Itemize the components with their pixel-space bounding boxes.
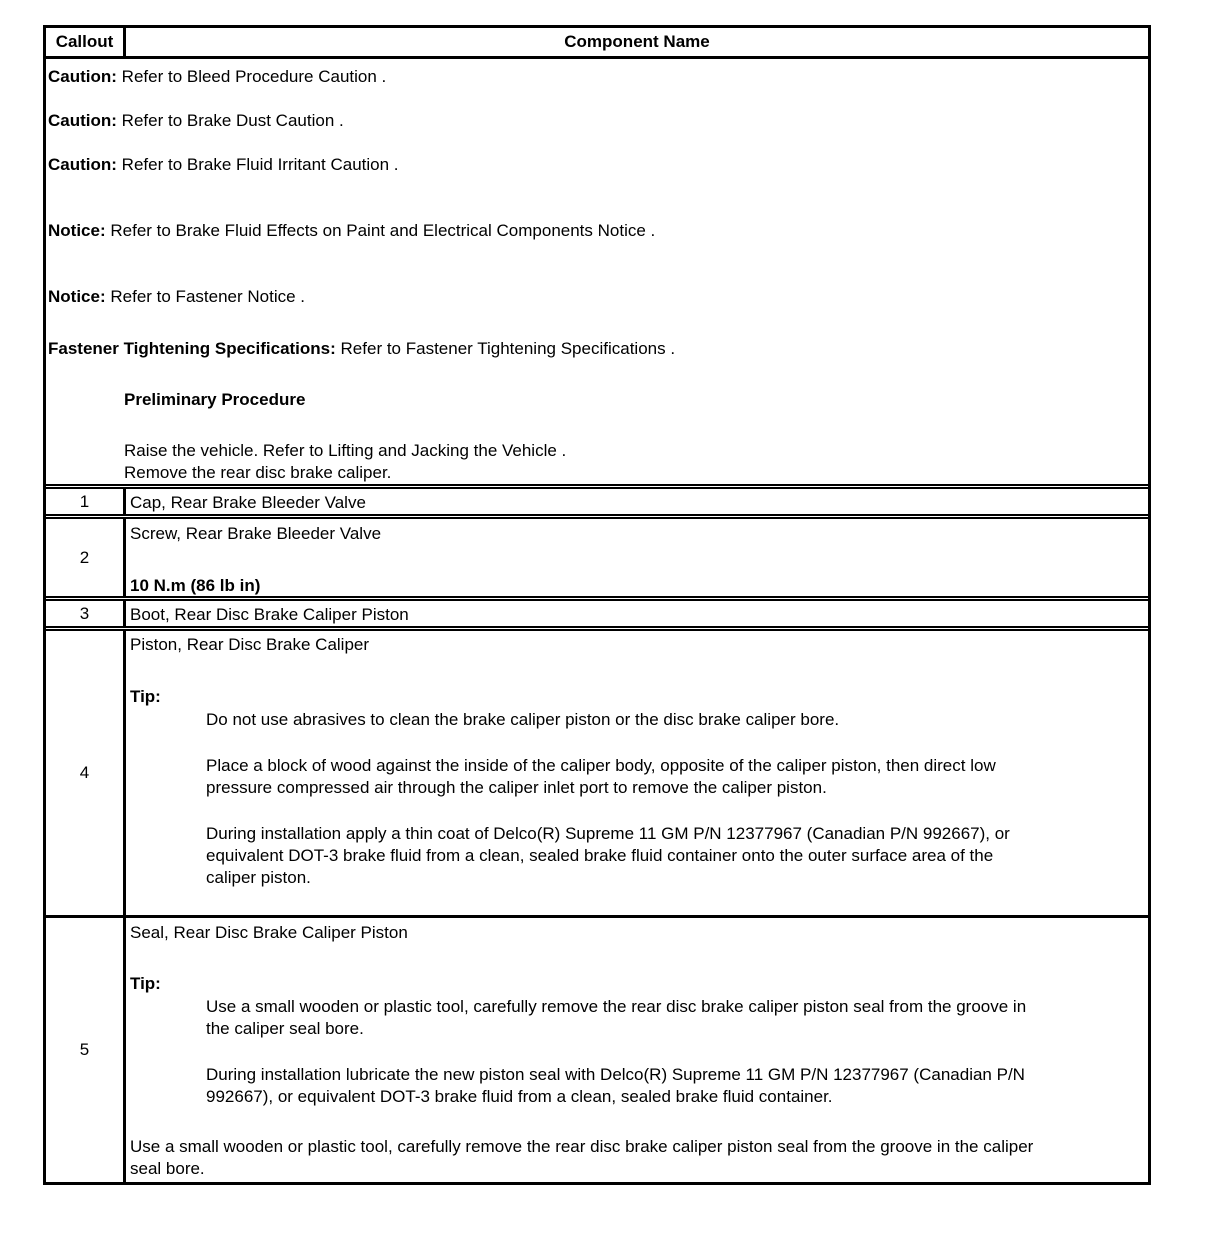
prelim-step-remove-caliper: Remove the rear disc brake caliper. [124,463,392,482]
tip-text: During installation apply a thin coat of Delco(R) Supreme 11 GM P/N 12377967 (Canadian P/N 992667), or [206,824,1010,843]
component-cell [126,631,1148,915]
fastener-spec-label: Fastener Tightening Specifications: [48,339,336,358]
notes-cell [46,59,1148,484]
tip-label: Tip: [130,974,161,993]
caution-label: Caution: [48,155,117,174]
callout-number: 1 [46,489,126,514]
caution-dust: Refer to Brake Dust Caution . [121,111,344,130]
component-name-header: Component Name [564,32,710,51]
tip-text: caliper piston. [206,868,311,887]
notes-row [46,56,1148,484]
component-table [43,25,1151,1185]
component-cell [126,519,1148,596]
torque-spec: 10 N.m (86 lb in) [130,576,261,595]
component-name: Boot, Rear Disc Brake Caliper Piston [130,605,409,624]
callout-header: Callout [46,28,126,56]
table-header [46,28,1148,56]
tip-text: 992667), or equivalent DOT-3 brake fluid from a clean, sealed brake fluid container. [206,1087,833,1106]
caution-bleed: Refer to Bleed Procedure Caution . [121,67,387,86]
table-row [46,915,1148,1182]
tip-text: the caliper seal bore. [206,1019,364,1038]
fastener-spec-text: Refer to Fastener Tightening Specifications . [340,339,676,358]
seal-removal-note: seal bore. [130,1159,205,1178]
notice-label: Notice: [48,287,106,306]
component-name: Cap, Rear Brake Bleeder Valve [130,493,366,512]
caution-irritant: Refer to Brake Fluid Irritant Caution . [121,155,399,174]
table-row [46,514,1148,596]
tip-text: During installation lubricate the new piston seal with Delco(R) Supreme 11 GM P/N 12377967 (Canadian P/N [206,1065,1025,1084]
tip-text: Use a small wooden or plastic tool, carefully remove the rear disc brake caliper piston seal from the groove in [206,997,1027,1016]
component-name: Seal, Rear Disc Brake Caliper Piston [130,923,408,942]
tip-body [130,709,1148,889]
tip-body [130,996,1148,1108]
component-name: Screw, Rear Brake Bleeder Valve [130,524,382,543]
callout-number: 2 [46,519,126,596]
component-cell [126,918,1148,1182]
notice-fastener: Refer to Fastener Notice . [110,287,305,306]
preliminary-procedure-title: Preliminary Procedure [124,390,306,409]
callout-number: 3 [46,601,126,626]
table-row [46,626,1148,915]
callout-number: 4 [46,631,126,915]
tip-text: Place a block of wood against the inside of the caliper body, opposite of the caliper piston, then direct low [206,756,996,775]
tip-text: equivalent DOT-3 brake fluid from a clean, sealed brake fluid container onto the outer surface area of the [206,846,994,865]
table-row [46,596,1148,626]
prelim-step-raise: Raise the vehicle. Refer to Lifting and Jacking the Vehicle . [124,441,567,460]
tip-text: Do not use abrasives to clean the brake caliper piston or the disc brake caliper bore. [206,710,840,729]
caution-label: Caution: [48,111,117,130]
tip-label: Tip: [130,687,161,706]
table-row [46,484,1148,514]
component-name: Piston, Rear Disc Brake Caliper [130,635,370,654]
callout-number: 5 [46,918,126,1182]
seal-removal-note: Use a small wooden or plastic tool, carefully remove the rear disc brake caliper piston seal from the groove in the caliper [130,1137,1034,1156]
tip-text: pressure compressed air through the caliper inlet port to remove the caliper piston. [206,778,827,797]
caution-label: Caution: [48,67,117,86]
notice-label: Notice: [48,221,106,240]
notice-paint: Refer to Brake Fluid Effects on Paint and Electrical Components Notice . [110,221,656,240]
